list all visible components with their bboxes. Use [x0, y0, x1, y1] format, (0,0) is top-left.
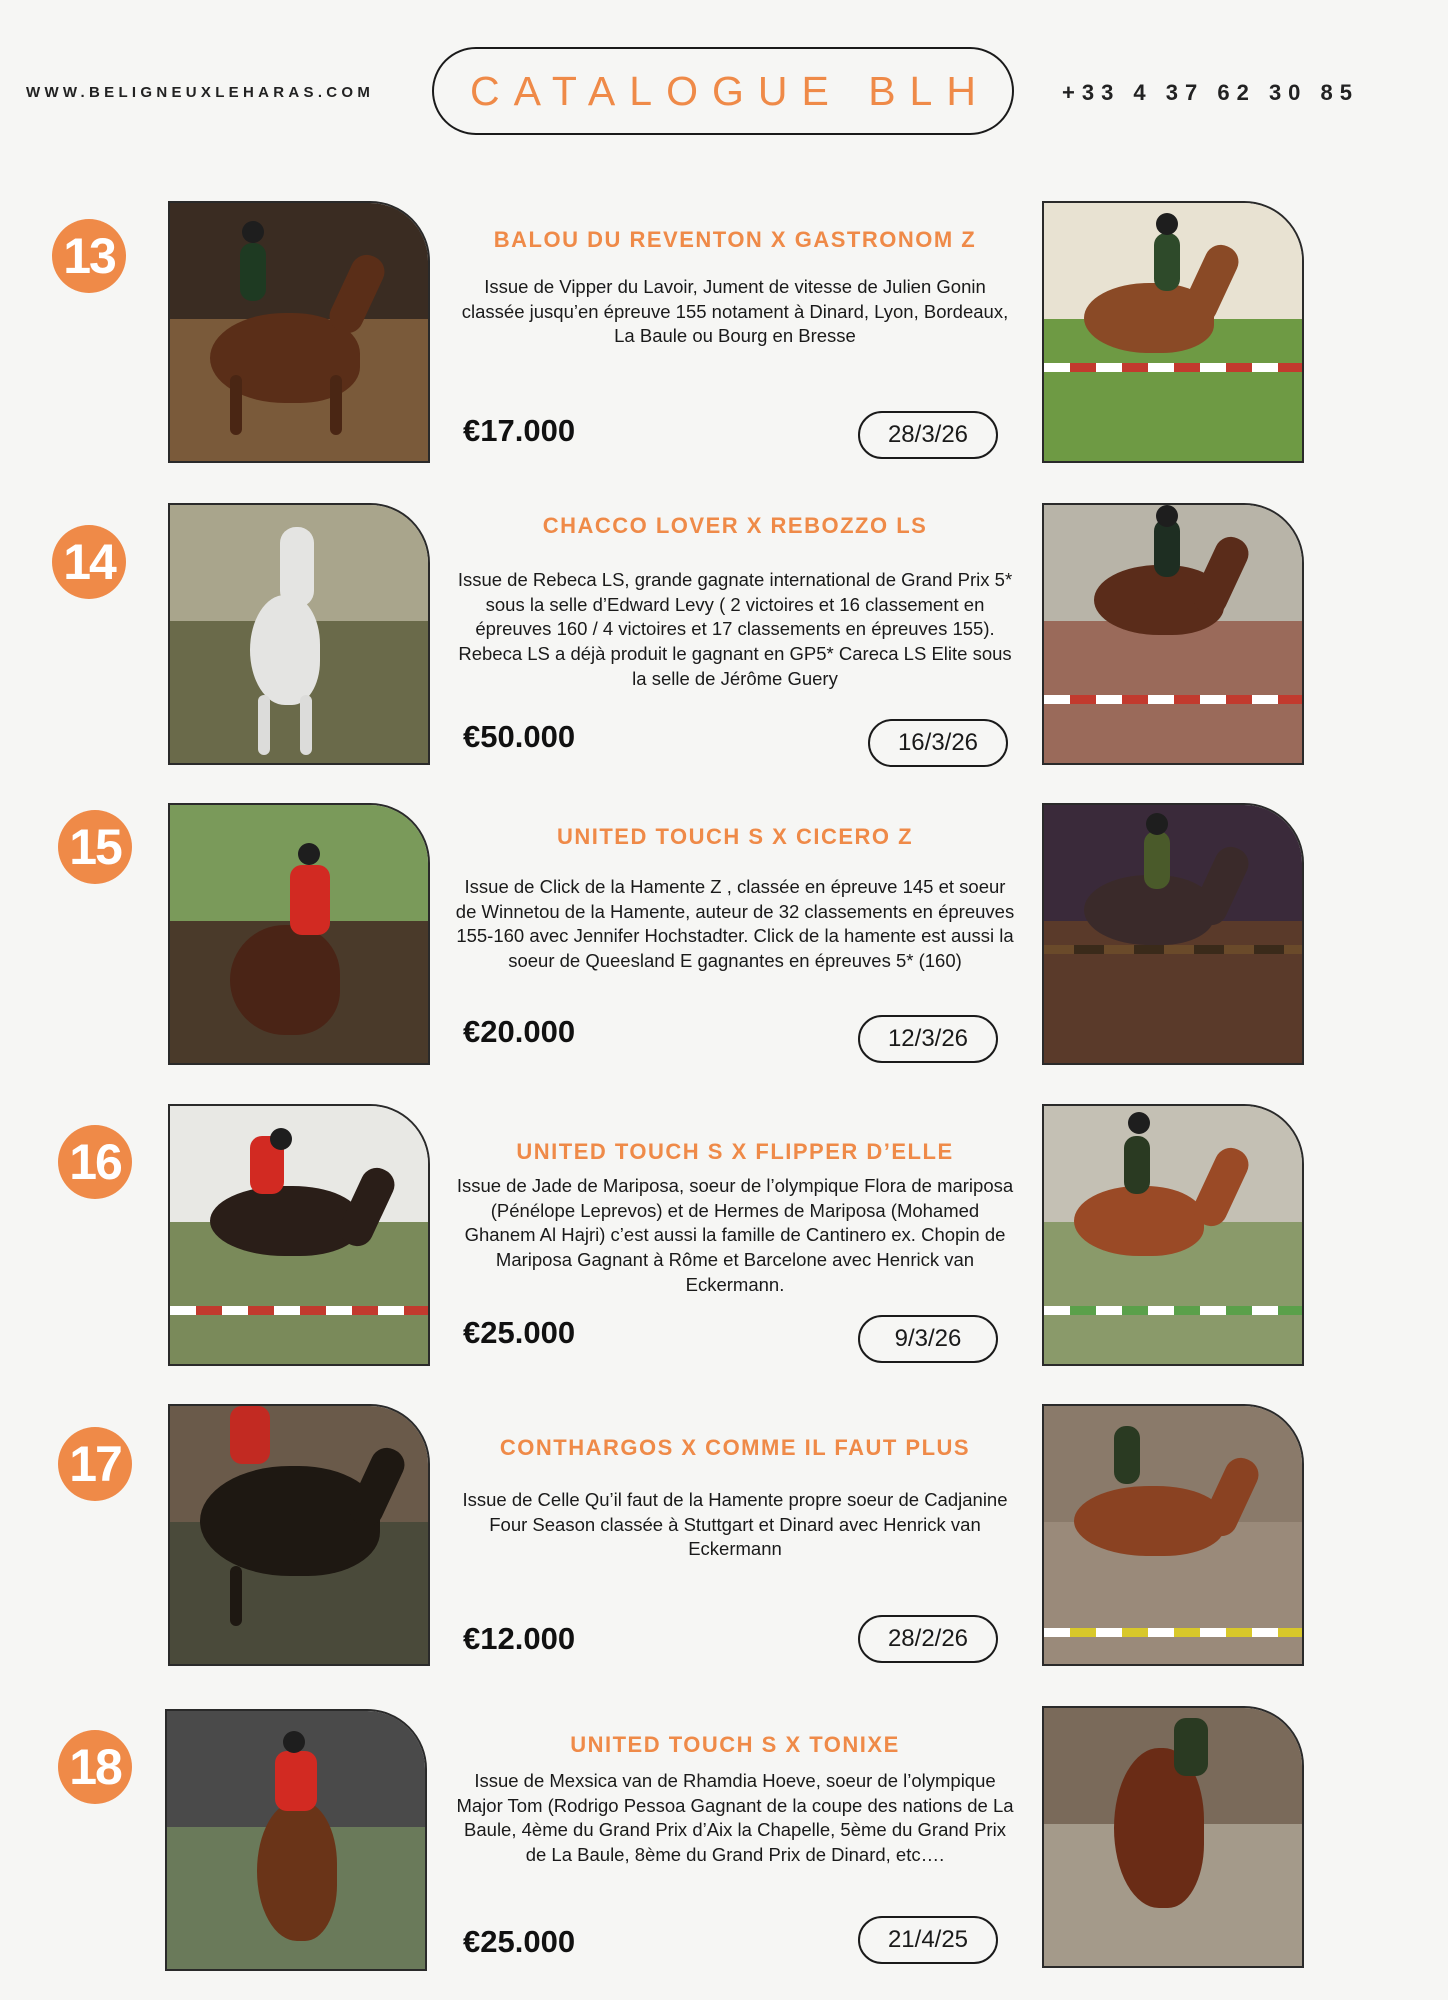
horse-photo-left [168, 1404, 430, 1666]
entry-title: CONTHARGOS X COMME IL FAUT PLUS [499, 1435, 971, 1460]
horse-photo-right [1042, 503, 1304, 765]
entry-number-badge: 17 [58, 1427, 132, 1501]
catalogue-entry [0, 1403, 1448, 1665]
horse-photo-left [168, 1104, 430, 1366]
entry-description: Issue de Click de la Hamente Z , classée en épreuve 145 et soeur de Winnetou de la Hamente, auteur de 32 classements en épreuves 155-160 avec Jennifer Hochstadter. Click de la hamente est aussi la soeur de Queesland E gagnantes en épreuves 5* (160) [455, 876, 1015, 972]
entry-price: €20.000 [463, 1014, 576, 1049]
entry-content [455, 802, 1015, 1064]
horse-photo-right [1042, 201, 1304, 463]
entry-title: UNITED TOUCH S X FLIPPER D’ELLE [516, 1139, 954, 1164]
catalogue-entry [0, 1706, 1448, 1968]
entry-date: 12/3/26 [858, 1015, 998, 1063]
entry-description: Issue de Mexsica van de Rhamdia Hoeve, soeur de l’olympique Major Tom (Rodrigo Pessoa Gagnant de la coupe des nations de La Baule, 4ème du Grand Prix d’Aix la Chapelle, 5ème du Grand Prix de La Baule, 8ème du Grand Prix de Dinard, etc…. [456, 1770, 1014, 1866]
entry-price: €25.000 [463, 1924, 576, 1959]
horse-photo-right [1042, 803, 1304, 1065]
title-pill [432, 47, 1014, 135]
catalogue-entry [0, 501, 1448, 763]
entry-title: BALOU DU REVENTON X GASTRONOM Z [493, 227, 977, 252]
entry-date: 16/3/26 [868, 719, 1008, 767]
entry-title: UNITED TOUCH S X TONIXE [570, 1732, 900, 1757]
entry-number-badge: 16 [58, 1125, 132, 1199]
entry-content [455, 1706, 1015, 1968]
entry-title: UNITED TOUCH S X CICERO Z [556, 824, 914, 849]
header [0, 0, 1448, 180]
horse-photo-right [1042, 1404, 1304, 1666]
entry-content [455, 501, 1015, 763]
entry-price: €12.000 [463, 1621, 576, 1656]
horse-photo-right [1042, 1706, 1304, 1968]
entry-content [455, 201, 1015, 463]
horse-photo-left [168, 503, 430, 765]
phone-number[interactable]: +33 4 37 62 30 85 [1062, 80, 1359, 105]
entry-price: €50.000 [463, 719, 576, 754]
entry-date: 9/3/26 [858, 1315, 998, 1363]
entry-number-badge: 13 [52, 219, 126, 293]
entry-description: Issue de Celle Qu’il faut de la Hamente propre soeur de Cadjanine Four Season classée à Stuttgart et Dinard avec Henrick van Eckermann [462, 1489, 1008, 1560]
website-link[interactable]: WWW.BELIGNEUXLEHARAS.COM [26, 84, 375, 101]
entry-content [455, 1403, 1015, 1665]
entry-description: Issue de Vipper du Lavoir, Jument de vitesse de Julien Gonin classée jusqu’en épreuve 155 notament à Dinard, Lyon, Bordeaux, La Baule ou Bourg en Bresse [461, 276, 1009, 347]
entry-number-badge: 18 [58, 1730, 132, 1804]
horse-photo-right [1042, 1104, 1304, 1366]
entry-number-badge: 14 [52, 525, 126, 599]
horse-photo-left [168, 201, 430, 463]
entry-price: €25.000 [463, 1315, 576, 1350]
entry-date: 28/3/26 [858, 411, 998, 459]
entry-number-badge: 15 [58, 810, 132, 884]
entry-date: 21/4/25 [858, 1916, 998, 1964]
page-title: CATALOGUE BLH [470, 67, 990, 114]
entry-price: €17.000 [463, 413, 576, 448]
horse-photo-left [168, 803, 430, 1065]
entry-description: Issue de Jade de Mariposa, soeur de l’olympique Flora de mariposa (Pénélope Leprevos) et de Hermes de Mariposa (Mohamed Ghanem Al Hajri) c’est aussi la famille de Cantinero ex. Chopin de Mariposa Gagnant à Rôme et Barcelone avec Henrick van Eckermann. [456, 1175, 1014, 1295]
catalogue-entry [0, 201, 1448, 463]
horse-photo-left [165, 1709, 427, 1971]
catalogue-entry [0, 802, 1448, 1064]
entry-description: Issue de Rebeca LS, grande gagnate international de Grand Prix 5* sous la selle d’Edward Levy ( 2 victoires et 16 classement en épreuves 160 / 4 victoires et 17 classements en épreuves 155). Rebeca LS a déjà produit le gagnant en GP5* Careca LS Elite sous la selle de Jérôme Guery [457, 569, 1013, 689]
entry-title: CHACCO LOVER X REBOZZO LS [542, 513, 928, 538]
entry-date: 28/2/26 [858, 1615, 998, 1663]
entry-content [455, 1103, 1015, 1365]
catalogue-entry [0, 1103, 1448, 1365]
